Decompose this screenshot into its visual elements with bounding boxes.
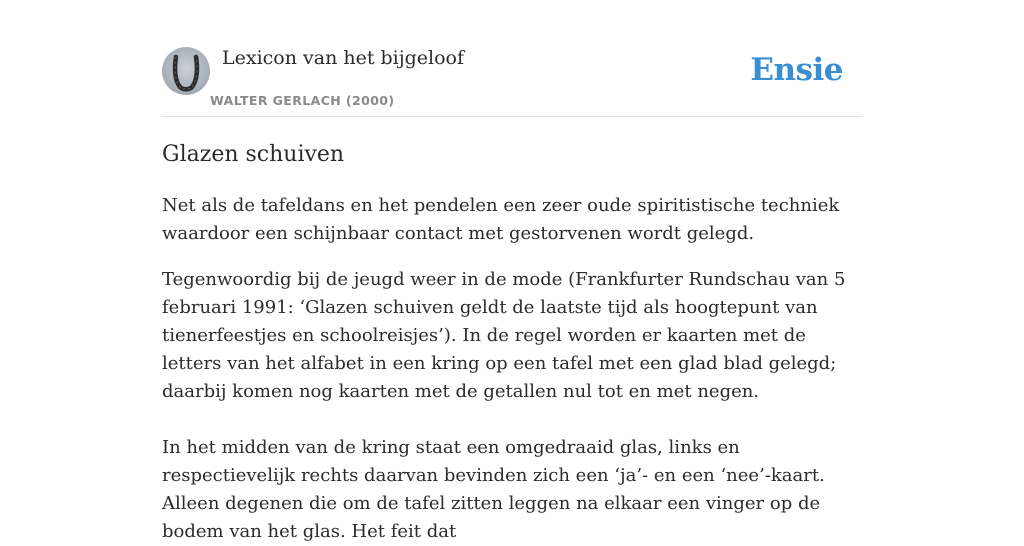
entry-title: Glazen schuiven [162, 142, 345, 167]
horseshoe-icon[interactable] [162, 47, 210, 95]
paragraph: Net als de tafeldans en het pendelen een zeer oude spiritistische techniek waardoor een schijnbaar contact met gestorvenen wordt gelegd. [162, 195, 840, 244]
book-header [162, 46, 862, 117]
horseshoe-icon-graphic [162, 47, 210, 95]
article [162, 140, 862, 546]
brand-logo[interactable]: Ensie [750, 52, 843, 88]
book-title[interactable]: Lexicon van het bijgeloof [222, 47, 465, 69]
paragraph: In het midden van de kring staat een omgedraaid glas, links en respectievelijk rechts daarvan bevinden zich een ‘ja’- en een ‘nee’-kaart. Alleen degenen die om de tafel zitten leggen na elkaar een vinger op de bodem van het glas. Het feit dat [162, 437, 825, 542]
paragraph: Tegenwoordig bij de jeugd weer in de mode (Frankfurter Rundschau van 5 februari 1991: ‘Glazen schuiven geldt de laatste tijd als hoogtepunt van tienerfeestjes en schoolreisjes’). In de regel worden er kaarten met de letters van het alfabet in een kring op een tafel met een glad blad gelegd; daarbij komen nog kaarten met de getallen nul tot en met negen. [162, 269, 846, 402]
book-author: WALTER GERLACH (2000) [210, 93, 395, 108]
